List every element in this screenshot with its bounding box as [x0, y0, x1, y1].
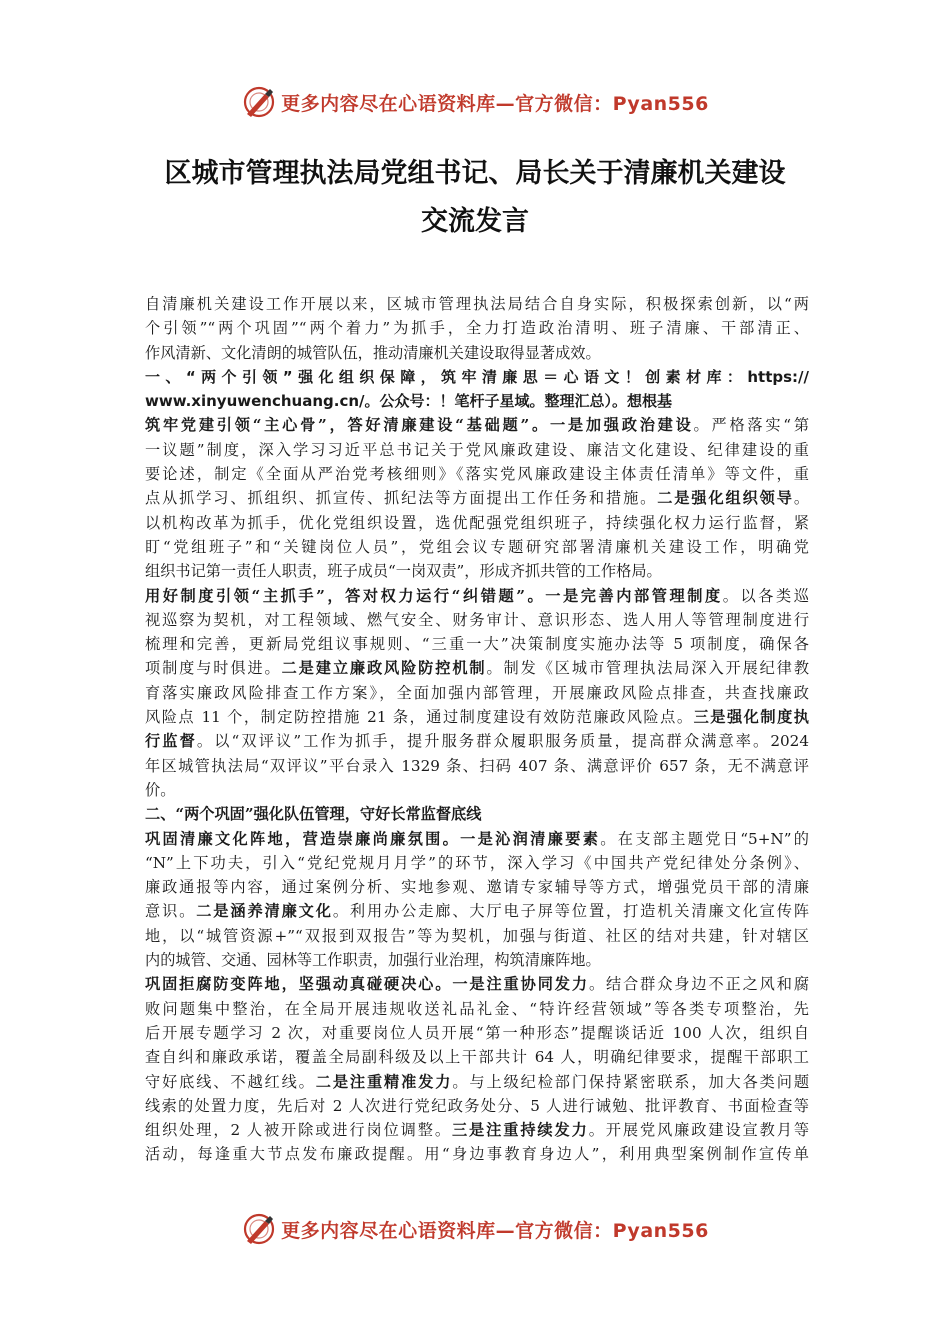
text-line — [145, 1045, 809, 1069]
text-line — [145, 802, 809, 826]
text-segment: 个引领”“两个巩固”“两个着力”为抓手，全力打造政治清明、班子清廉、干部清正、 — [145, 319, 809, 338]
bold-text-segment: 二是涵养清廉文化 — [196, 902, 333, 921]
text-segment: 点从抓学习、抓组织、抓宣传、抓纪法等方面提出工作任务和措施。 — [145, 489, 658, 508]
text-segment: 以机构改革为抓手，优化党组织设置，选优配强党组织班子，持续强化权力运行监督，紧 — [145, 513, 809, 532]
text-segment: 守好底线、不越红线。 — [145, 1072, 316, 1091]
text-line — [145, 1118, 809, 1142]
text-segment: 风险点 11 个，制定防控措施 21 条，通过制度建设有效防范廉政风险点。 — [145, 708, 694, 727]
page-title — [100, 150, 850, 246]
text-segment: 查自纠和廉政承诺，覆盖全局副科级及以上干部共计 64 人，明确纪律要求，提醒干部职工 — [145, 1048, 809, 1067]
text-segment: 。严格落实“第 — [693, 416, 810, 435]
text-line — [145, 656, 809, 680]
text-line — [145, 462, 809, 486]
text-line — [145, 1142, 809, 1166]
text-line — [145, 705, 809, 729]
text-line — [145, 754, 809, 778]
text-line — [145, 972, 809, 996]
text-segment: 败问题集中整治，在全局开展违规收送礼品礼金、“特许经营领域”等各类专项整治，先 — [145, 999, 809, 1018]
text-line — [145, 632, 809, 656]
text-segment: 。以各类巡 — [722, 586, 809, 605]
text-line — [145, 681, 809, 705]
text-line — [145, 1094, 809, 1118]
bold-text-segment: 二是注重精准发力 — [315, 1072, 453, 1091]
title-line-2: 交流发言 — [421, 206, 529, 237]
bold-text-segment: 筑牢党建引领“主心骨”，答好清廉建设“基础题”。一是加强政治建设 — [145, 416, 694, 435]
text-line — [145, 1070, 809, 1094]
pen-logo-icon — [241, 1211, 277, 1247]
text-segment: 要论述，制定《全面从严治党考核细则》《落实党风廉政建设主体责任清单》等文件，重 — [145, 465, 809, 484]
text-line — [145, 851, 809, 875]
text-line — [145, 341, 809, 365]
text-segment: 年区城管执法局“双评议”平台录入 1329 条、扫码 407 条、满意评价 657 条，无不满意评 — [145, 756, 809, 775]
document-body — [145, 292, 809, 1167]
text-line — [145, 438, 809, 462]
text-segment: 梳理和完善，更新局党组议事规则、“三重一大”决策制度实施办法等 5 项制度，确保各 — [145, 635, 809, 654]
bold-text-segment: 二是建立廉政风险防控机制 — [281, 659, 487, 678]
title-line-1: 区城市管理执法局党组书记、局长关于清廉机关建设 — [164, 158, 786, 189]
bold-text-segment: 用好制度引领“主抓手”，答对权力运行“纠错题”。一是完善内部管理制度 — [145, 586, 723, 605]
text-line — [145, 389, 809, 413]
text-line — [145, 1021, 809, 1045]
bold-text-segment: 二、“两个巩固”强化队伍管理，守好长常监督底线 — [145, 805, 482, 824]
bold-text-segment: 二是强化组织领导 — [657, 489, 794, 508]
header-watermark-banner — [0, 84, 950, 120]
text-segment: 组织处理，2 人被开除或进行岗位调整。 — [145, 1121, 452, 1140]
text-line — [145, 535, 809, 559]
text-segment: www.xinyuwenchuang.cn/。公众号：！笔杆子星域。整理汇总）。想根基 — [145, 392, 673, 411]
text-line — [145, 899, 809, 923]
text-line — [145, 608, 809, 632]
text-segment: 。利用办公走廊、大厅电子屏等位置，打造机关清廉文化宣传阵 — [332, 902, 810, 921]
text-line — [145, 584, 809, 608]
banner-text: 更多内容尽在心语资料库—官方微信：Pyan556 — [281, 92, 709, 115]
text-line — [145, 413, 809, 437]
text-segment: 。制发《区城市管理执法局深入开展纪律教 — [486, 659, 810, 678]
text-segment: 地，以“城管资源+”“双报到双报告”等为契机，加强与街道、社区的结对共建，针对辖区 — [145, 926, 809, 945]
text-segment: 。开展党风廉政建设宣教月等 — [588, 1121, 810, 1140]
pen-logo-icon — [241, 84, 277, 120]
text-segment: 盯“党组班子”和“关键岗位人员”，党组会议专题研究部署清廉机关建设工作，明确党 — [145, 537, 809, 556]
text-segment: 意识。 — [145, 902, 197, 921]
text-segment: “N”上下功夫，引入“党纪党规月月学”的环节，深入学习《中国共产党纪律处分条例》、 — [145, 853, 809, 872]
text-segment: 。与上级纪检部门保持紧密联系，加大各类问题 — [452, 1072, 810, 1091]
text-line — [145, 827, 809, 851]
text-line — [145, 997, 809, 1021]
text-segment: 作风清新、文化清朗的城管队伍，推动清廉机关建设取得显著成效。 — [145, 343, 601, 362]
text-line — [145, 511, 809, 535]
text-segment: 廉政通报等内容，通过案例分析、实地参观、邀请专家辅导等方式，增强党员干部的清廉 — [145, 878, 809, 897]
text-segment: 内的城管、交通、园林等工作职责，加强行业治理，构筑清廉阵地。 — [145, 951, 601, 970]
text-segment: 。以“双评议”工作为抓手，提升服务群众履职服务质量，提高群众满意率。2024 — [196, 732, 810, 751]
text-line — [145, 292, 809, 316]
bold-text-segment: 三是强化制度执 — [693, 708, 809, 727]
text-segment: 视巡察为契机，对工程领域、燃气安全、财务审计、意识形态、选人用人等管理制度进行 — [145, 610, 809, 629]
text-segment: 组织书记第一责任人职责，班子成员“一岗双责”，形成齐抓共管的工作格局。 — [145, 562, 662, 581]
text-line — [145, 365, 809, 389]
text-segment: 价。 — [145, 780, 176, 799]
text-segment: 后开展专题学习 2 次，对重要岗位人员开展“第一种形态”提醒谈话近 100 人次，组织自 — [145, 1023, 809, 1042]
text-segment: 线索的处置力度，先后对 2 人次进行党纪政务处分、5 人进行诫勉、批评教育、书面检查等 — [145, 1096, 809, 1115]
text-line — [145, 778, 809, 802]
bold-text-segment: 三是注重持续发力 — [451, 1121, 589, 1140]
text-segment: 一、“两个引领”强化组织保障，筑牢清廉思＝心语文！创素材库：https:// — [145, 367, 809, 386]
text-segment: 一议题”制度，深入学习习近平总书记关于党风廉政建设、廉洁文化建设、纪律建设的重 — [145, 440, 809, 459]
banner-text: 更多内容尽在心语资料库—官方微信：Pyan556 — [281, 1219, 709, 1242]
text-segment: 项制度与时俱进。 — [145, 659, 282, 678]
text-line — [145, 924, 809, 948]
bold-text-segment: 行监督 — [145, 732, 197, 751]
text-line — [145, 316, 809, 340]
text-segment: 自清廉机关建设工作开展以来，区城市管理执法局结合自身实际，积极探索创新，以“两 — [145, 295, 809, 313]
text-segment: 。结合群众身边不正之风和腐 — [588, 975, 810, 994]
text-segment: 。 — [793, 489, 810, 508]
text-line — [145, 729, 809, 753]
bold-text-segment: 巩固清廉文化阵地，营造崇廉尚廉氛围。一是沁润清廉要素 — [145, 829, 601, 848]
text-line — [145, 875, 809, 899]
text-line — [145, 486, 809, 510]
text-segment: 活动，每逢重大节点发布廉政提醒。用“身边事教育身边人”，利用典型案例制作宣传单 — [145, 1145, 809, 1164]
footer-watermark-banner — [0, 1211, 950, 1247]
text-segment: 。在支部主题党日“5+N”的 — [600, 829, 809, 848]
text-line — [145, 948, 809, 972]
text-line — [145, 559, 809, 583]
text-segment: 育落实廉政风险排查工作方案》，全面加强内部管理，开展廉政风险点排查，共查找廉政 — [145, 683, 809, 702]
bold-text-segment: 巩固拒腐防变阵地，坚强动真碰硬决心。一是注重协同发力 — [145, 975, 589, 994]
